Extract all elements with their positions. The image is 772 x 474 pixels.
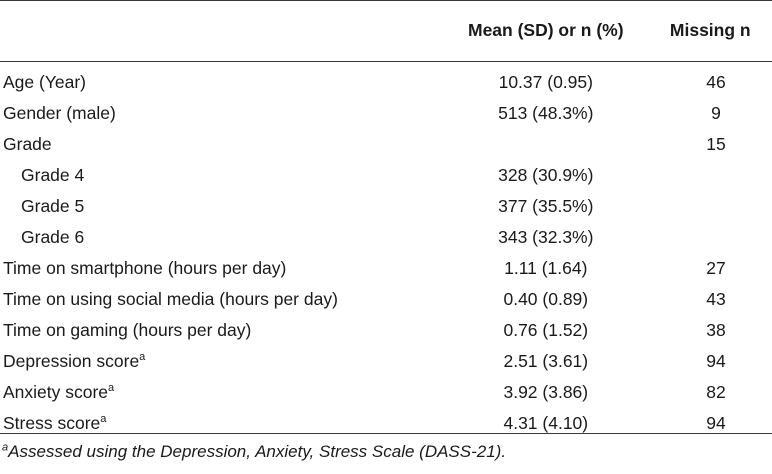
missing-n-cell: 38 xyxy=(706,320,726,340)
table-row xyxy=(0,61,772,98)
row-label-cell xyxy=(0,61,422,98)
footnote-marker: a xyxy=(108,382,115,395)
table-body xyxy=(0,61,772,439)
mean-sd-cell: 4.31 (4.10) xyxy=(503,413,589,433)
mean-sd-cell: 1.11 (1.64) xyxy=(504,258,588,278)
table-row xyxy=(0,98,772,129)
mean-sd-cell: 2.51 (3.61) xyxy=(503,351,589,371)
row-label-cell xyxy=(0,129,422,160)
missing-n-cell: 15 xyxy=(706,134,726,154)
footnote-marker: a xyxy=(2,441,9,454)
row-label-cell xyxy=(0,98,422,129)
row-label-cell xyxy=(0,253,422,284)
row-label: Grade xyxy=(3,134,52,154)
row-label-cell xyxy=(0,315,422,346)
footnote-marker: a xyxy=(139,351,146,364)
row-label-cell xyxy=(0,408,422,439)
header-missing-n: Missing n xyxy=(669,20,751,40)
row-label: Stress score xyxy=(3,413,101,433)
row-label-cell xyxy=(0,377,422,408)
row-label: Gender (male) xyxy=(3,103,116,123)
header-mean-sd: Mean (SD) or n (%) xyxy=(468,20,624,40)
row-label-cell xyxy=(0,191,422,222)
mean-sd-cell: 3.92 (3.86) xyxy=(503,382,589,402)
missing-n-cell: 9 xyxy=(711,103,721,123)
table-row xyxy=(0,191,772,222)
footnote-text: Assessed using the Depression, Anxiety, Stress Scale (DASS-21). xyxy=(8,442,507,461)
table-row xyxy=(0,222,772,253)
missing-n-cell: 27 xyxy=(706,258,726,278)
row-label-cell xyxy=(0,346,422,377)
row-label-cell xyxy=(0,222,422,253)
row-label-cell xyxy=(0,160,422,191)
missing-n-cell xyxy=(660,222,772,253)
mean-sd-cell: 343 (32.3%) xyxy=(498,227,594,247)
row-label: Grade 4 xyxy=(21,165,85,185)
header-label xyxy=(0,0,422,61)
row-label: Time on gaming (hours per day) xyxy=(3,320,252,340)
mean-sd-cell: 10.37 (0.95) xyxy=(498,72,593,92)
table-row xyxy=(0,284,772,315)
missing-n-cell: 43 xyxy=(706,289,726,309)
table-row xyxy=(0,315,772,346)
missing-n-cell xyxy=(660,191,772,222)
table-row xyxy=(0,253,772,284)
row-label: Depression score xyxy=(3,351,140,371)
row-label: Time on smartphone (hours per day) xyxy=(3,258,287,278)
table-row xyxy=(0,160,772,191)
missing-n-cell: 94 xyxy=(706,413,726,433)
row-label: Time on using social media (hours per day) xyxy=(3,289,338,309)
mean-sd-cell: 0.40 (0.89) xyxy=(503,289,589,309)
table-header-row xyxy=(0,0,772,61)
row-label-cell xyxy=(0,284,422,315)
row-label: Anxiety score xyxy=(3,382,109,402)
table-row xyxy=(0,346,772,377)
missing-n-cell: 94 xyxy=(706,351,726,371)
row-label: Age (Year) xyxy=(3,72,87,92)
mean-sd-cell: 328 (30.9%) xyxy=(498,165,594,185)
table-row xyxy=(0,408,772,439)
row-label: Grade 6 xyxy=(21,227,85,247)
table-row xyxy=(0,377,772,408)
mean-sd-cell: 377 (35.5%) xyxy=(498,196,594,216)
row-label: Grade 5 xyxy=(21,196,85,216)
missing-n-cell: 82 xyxy=(706,382,726,402)
mean-sd-cell: 513 (48.3%) xyxy=(498,103,594,123)
footnote-marker: a xyxy=(100,413,107,426)
table-row xyxy=(0,129,772,160)
table-footnote xyxy=(2,442,506,462)
missing-n-cell xyxy=(660,160,772,191)
mean-sd-cell: 0.76 (1.52) xyxy=(503,320,589,340)
mean-sd-cell xyxy=(422,129,660,160)
missing-n-cell: 46 xyxy=(706,72,726,92)
